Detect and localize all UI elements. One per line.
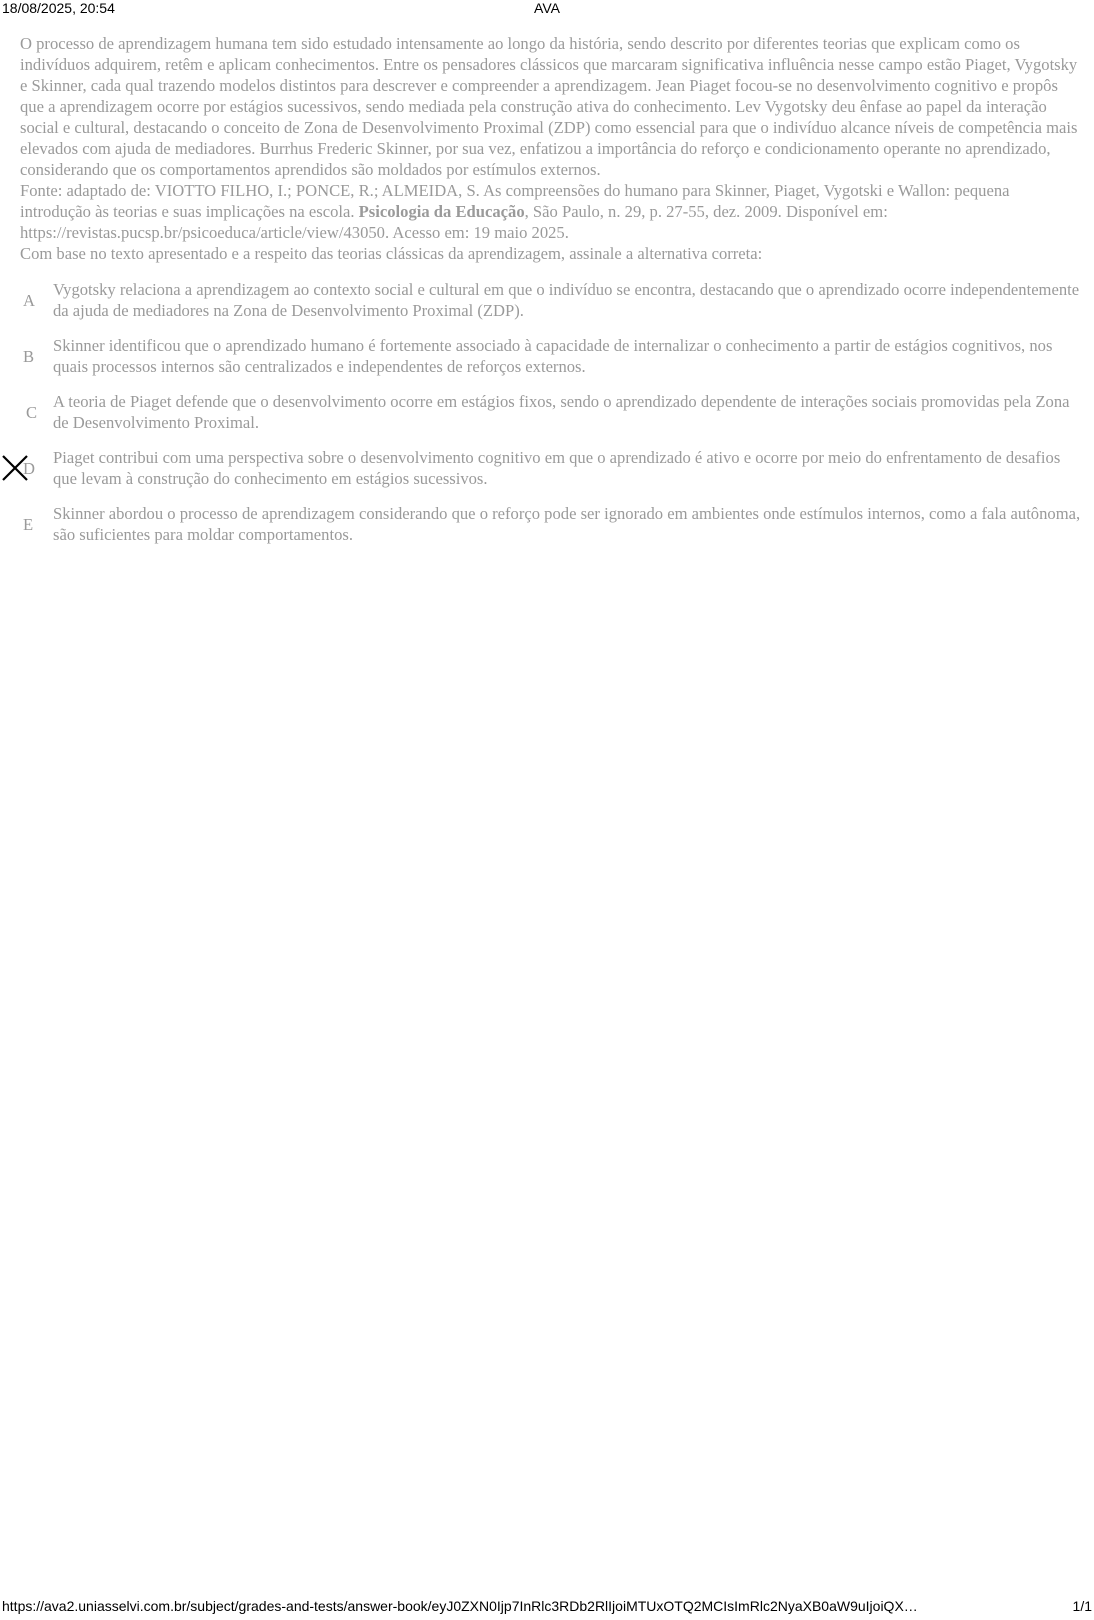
source-suffix: , São Paulo, n. 29, p. 27-55, dez. 2009. Disponível em:: [524, 202, 888, 221]
source-journal: Psicologia da Educação: [358, 202, 525, 221]
alternative-text: Skinner identificou que o aprendizado humano é fortemente associado à capacidade de internalizar o conhecimento a partir de estágios cognitivos, nos quais processos internos são centralizados e independentes de reforços externos.: [53, 336, 1053, 376]
alternative-d[interactable]: [20, 447, 1082, 489]
source-link[interactable]: https://revistas.pucsp.br/psicoeduca/article/view/43050: [20, 223, 385, 242]
x-mark-icon: [0, 453, 30, 483]
source-prefix: Fonte: adaptado de: VIOTTO FILHO, I.; PONCE, R.; ALMEIDA, S. As compreensões do humano para Skinner, Piaget, Vygotski e Wallon: pequena introdução às teorias e suas implicações na escola.: [20, 181, 1010, 221]
alternative-b[interactable]: [20, 335, 1082, 377]
alternative-letter: E: [23, 514, 34, 534]
question-content: [20, 33, 1082, 559]
alternative-a[interactable]: [20, 279, 1082, 321]
print-title: AVA: [534, 0, 560, 16]
print-page-number: 1/1: [1072, 1598, 1092, 1614]
alternative-letter: B: [23, 346, 35, 366]
question-paragraph: O processo de aprendizagem humana tem sido estudado intensamente ao longo da história, sendo descrito por diferentes teorias que explicam como os indivíduos adquirem, retêm e aplicam conhecimentos. Entre os pensadores clássicos que marcaram significativa influência nesse campo estão Piaget, Vygotsky e Skinner, cada qual trazendo modelos distintos para descrever e compreender a aprendizagem. Jean Piaget focou-se no desenvolvimento cognitivo e propôs que a aprendizagem ocorre por estágios sucessivos, sendo mediada pela construção ativa do conhecimento. Lev Vygotsky deu ênfase ao papel da interação social e cultural, destacando o conceito de Zona de Desenvolvimento Proximal (ZDP) como essencial para que o indivíduo alcance níveis de competência mais elevados com ajuda de mediadores. Burrhus Frederic Skinner, por sua vez, enfatizou a importância do reforço e condicionamento operante no aprendizado, considerando que os comportamentos aprendidos são moldados por estímulos externos.: [20, 34, 1078, 179]
source-access: . Acesso em: 19 maio 2025.: [384, 223, 569, 242]
question-source: [20, 180, 1082, 243]
alternatives-list: [20, 279, 1082, 545]
alternative-text: Skinner abordou o processo de aprendizagem considerando que o reforço pode ser ignorado em ambientes onde estímulos internos, como a fala autônoma, são suficientes para moldar comportamentos.: [53, 504, 1081, 544]
alternative-text: Piaget contribui com uma perspectiva sobre o desenvolvimento cognitivo em que o aprendizado é ativo e ocorre por meio do enfrentamento de desafios que levam à construção do conhecimento em estágios sucessivos.: [53, 448, 1061, 488]
alternative-text: Vygotsky relaciona a aprendizagem ao contexto social e cultural em que o indivíduo se encontra, destacando que o aprendizado ocorre independentemente da ajuda de mediadores na Zona de Desenvolvimento Proximal (ZDP).: [53, 280, 1080, 320]
alternative-letter: A: [23, 290, 35, 310]
alternative-e[interactable]: [20, 503, 1082, 545]
alternative-text: A teoria de Piaget defende que o desenvolvimento ocorre em estágios fixos, sendo o aprendizado dependente de interações sociais promovidas pela Zona de Desenvolvimento Proximal.: [53, 392, 1070, 432]
print-header: [0, 0, 1094, 18]
print-datetime: 18/08/2025, 20:54: [2, 0, 115, 16]
alternative-letter: D: [23, 458, 35, 478]
print-footer: [0, 1598, 1094, 1620]
question-prompt: Com base no texto apresentado e a respeito das teorias clássicas da aprendizagem, assinale a alternativa correta:: [20, 244, 763, 263]
alternative-letter: C: [26, 402, 38, 422]
print-url: https://ava2.uniasselvi.com.br/subject/grades-and-tests/answer-book/eyJ0ZXN0Ijp7InRlc3RDb2RlIjoiMTUxOTQ2MCIsImRlc2NyaXB0aW9uIjoiQX…: [2, 1598, 918, 1614]
alternative-c[interactable]: [20, 391, 1082, 433]
